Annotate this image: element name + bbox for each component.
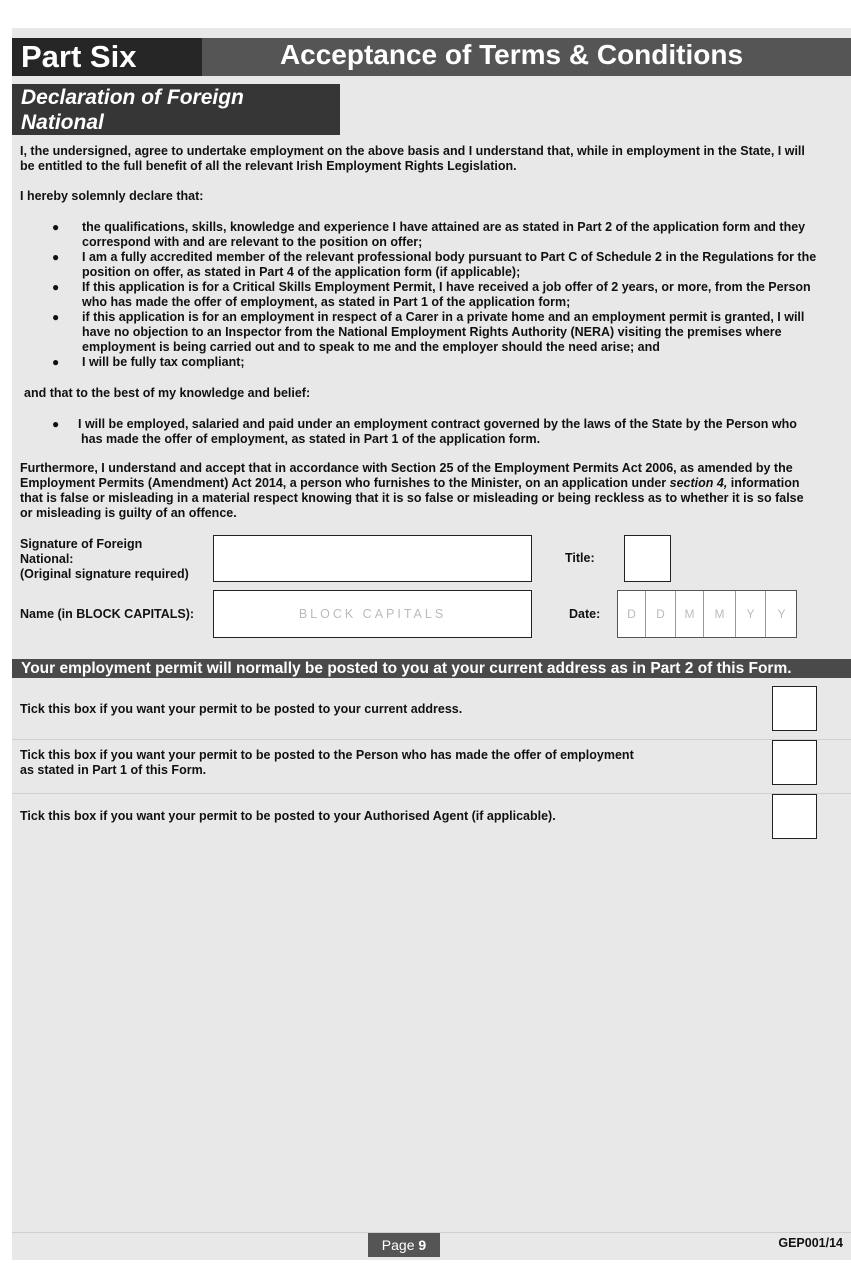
agent-checkbox[interactable] — [772, 794, 817, 839]
tick-row-current-address — [12, 684, 851, 740]
section-title-line1: Declaration of Foreign — [21, 86, 244, 109]
declare-heading: I hereby solemnly declare that: — [20, 189, 204, 203]
part-number: Part Six — [12, 38, 202, 76]
intro-line2: be entitled to the full benefit of all the relevant Irish Employment Rights Legislation. — [20, 159, 517, 173]
part-title: Acceptance of Terms & Conditions — [279, 39, 744, 70]
form-code: GEP001/14 — [778, 1236, 843, 1250]
bullet-icon: ● — [52, 250, 60, 264]
belief-heading: and that to the best of my knowledge and belief: — [24, 386, 311, 400]
bullet-icon: ● — [52, 417, 60, 431]
date-month-1[interactable]: M — [676, 591, 704, 637]
offence-paragraph: Furthermore, I understand and accept that in accordance with Section 25 of the Employment Permits Act 2006, as amended by the Employment Permits (Amendment) Act 2014, a person who furnishes to the Minister, on an application under section 4, information that is false or misleading in a material respect knowing that it is so false or misleading or being reckless as to whether it is so false or misleading is guilty of an offence. — [20, 461, 804, 520]
belief-list — [52, 417, 851, 447]
declaration-list — [52, 220, 851, 370]
section-title — [12, 84, 340, 135]
tick-label-employer: Tick this box if you want your permit to be posted to the Person who has made the offer of employment as stated in Part 1 of this Form. — [20, 748, 634, 777]
date-day-1[interactable]: D — [618, 591, 646, 637]
bullet-icon: ● — [52, 310, 60, 324]
tick-label-agent: Tick this box if you want your permit to be posted to your Authorised Agent (if applicable). — [20, 809, 556, 823]
bullet-icon: ● — [52, 355, 60, 369]
declaration-item: ● I am a fully accredited member of the relevant professional body pursuant to Part C of Schedule 2 in the Regulations for the position on offer, as stated in Part 4 of the application form (if applicable); — [52, 250, 817, 279]
date-year-1[interactable]: Y — [736, 591, 766, 637]
page-word: Page — [381, 1237, 415, 1253]
page-number: 9 — [418, 1237, 427, 1253]
tick-row-employer — [12, 740, 851, 794]
title-field[interactable] — [624, 535, 671, 582]
bullet-icon: ● — [52, 220, 60, 234]
current-address-checkbox[interactable] — [772, 686, 817, 731]
posting-notice: Your employment permit will normally be posted to you at your current address as in Part 2 of this Form. — [12, 659, 851, 678]
declaration-item: ● if this application is for an employment in respect of a Carer in a private home and an employment permit is granted, I will have no objection to an Inspector from the National Employment Rights Authority (NERA) visiting the premises where employment is being carried out and to speak to me and the employer should the need arise; and — [52, 310, 805, 354]
name-field[interactable]: BLOCK CAPITALS — [213, 590, 532, 638]
bullet-icon: ● — [52, 280, 60, 294]
name-label: Name (in BLOCK CAPITALS): — [20, 607, 195, 621]
part-header — [12, 38, 851, 76]
belief-item: ● I will be employed, salaried and paid under an employment contract governed by the laws of the State by the Person who has made the offer of employment, as stated in Part 1 of the application form. — [52, 417, 797, 446]
date-year-2[interactable]: Y — [777, 607, 786, 621]
declaration-item: ● If this application is for a Critical Skills Employment Permit, I have received a job offer of 2 years, or more, from the Person who has made the offer of employment, as stated in Part 1 of the application form; — [52, 280, 811, 309]
section-title-line2: National — [21, 111, 104, 134]
employer-checkbox[interactable] — [772, 740, 817, 785]
tick-row-agent — [12, 794, 851, 848]
intro-paragraph — [20, 144, 842, 174]
tick-label-current-address: Tick this box if you want your permit to be posted to your current address. — [20, 702, 463, 716]
date-field[interactable] — [617, 590, 797, 638]
signature-label: Signature of Foreign National: (Original signature required) — [20, 537, 189, 581]
date-label: Date: — [569, 607, 601, 621]
declaration-item: ● I will be fully tax compliant; — [52, 355, 245, 369]
date-day-2[interactable]: D — [646, 591, 676, 637]
date-month-2[interactable]: M — [704, 591, 736, 637]
intro-line1: I, the undersigned, agree to undertake employment on the above basis and I understand that, while in employment in the State, I will — [20, 144, 805, 158]
declaration-item: ● the qualifications, skills, knowledge and experience I have attained are as stated in Part 2 of the application form and they correspond with and are relevant to the position on offer; — [52, 220, 806, 249]
signature-field[interactable] — [213, 535, 532, 582]
title-label: Title: — [565, 551, 595, 565]
page-number-badge — [368, 1233, 440, 1257]
form-page — [12, 28, 851, 1260]
